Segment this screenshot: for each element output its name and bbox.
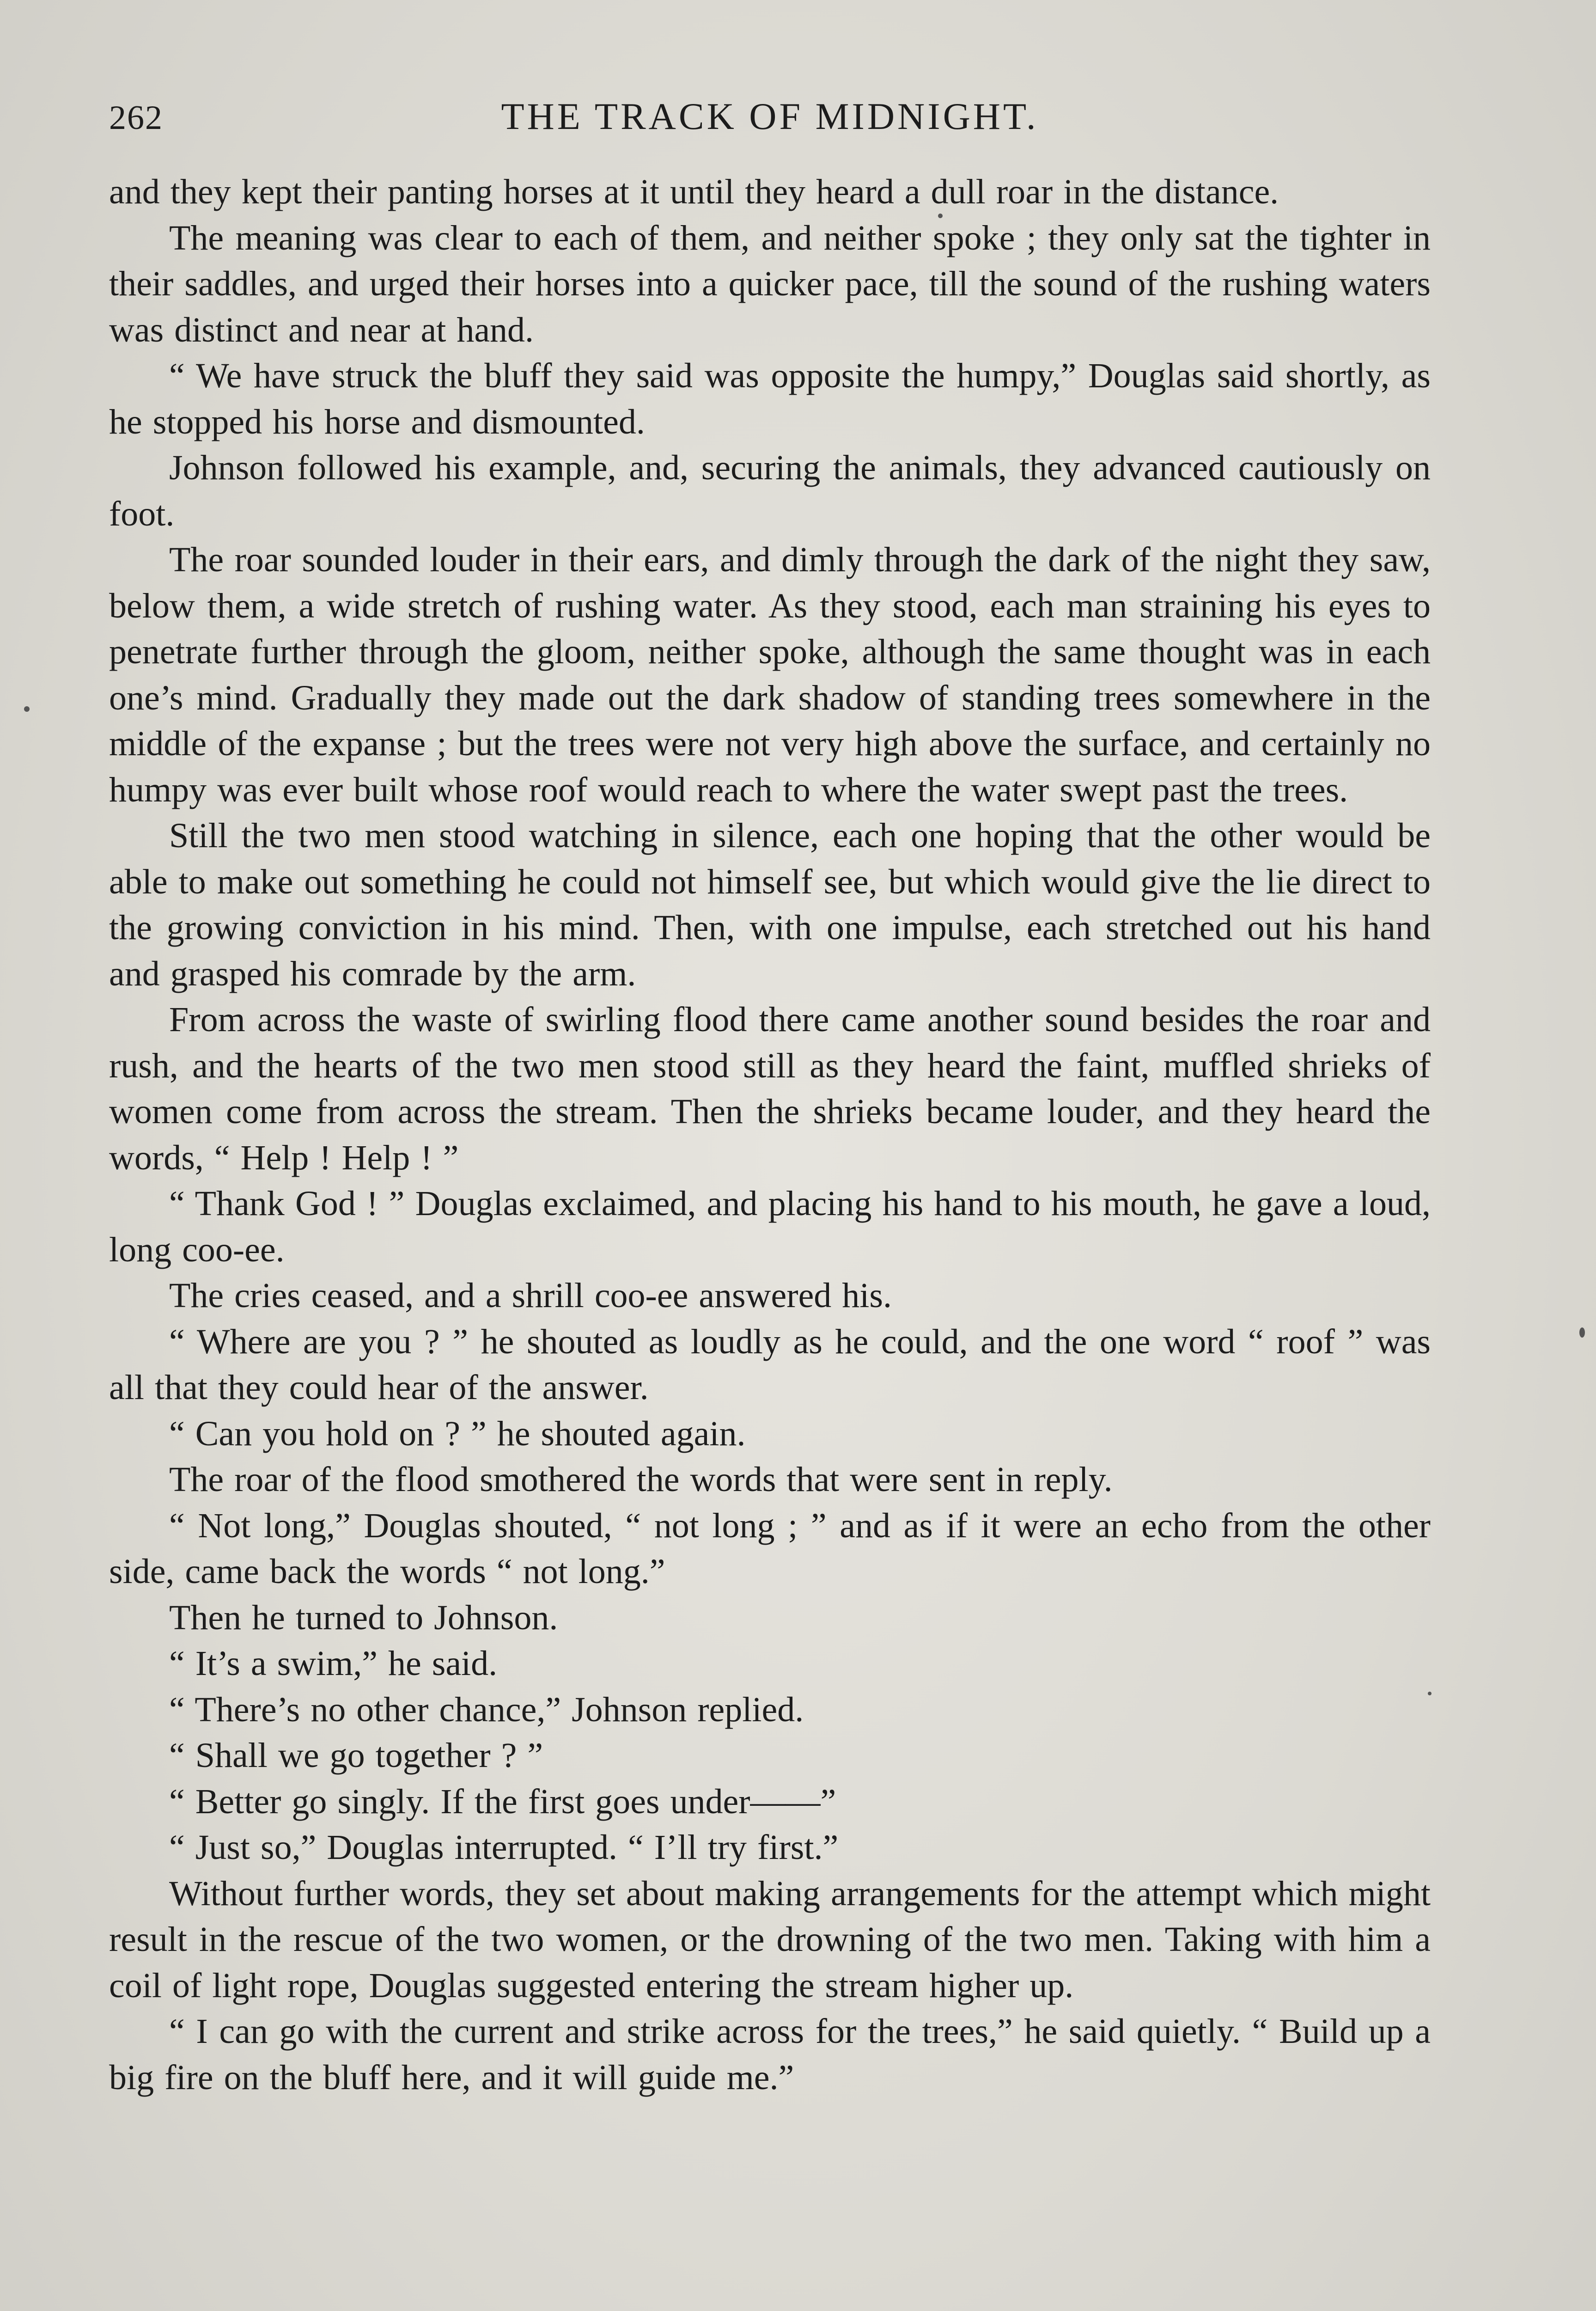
body-text — [109, 169, 1431, 2101]
paragraph: From across the waste of swirling flood there came another sound besides the roar and rush, and the hearts of the two men stood still as they heard the faint, muffled shrieks of women come from across the stream. Then the shrieks became louder, and they heard the words, “ Help ! Help ! ” — [109, 1000, 1431, 1177]
paragraph: “ Where are you ? ” he shouted as loudly as he could, and the one word “ roof ” was all that they could hear of the answer. — [109, 1322, 1431, 1407]
paragraph: Johnson followed his example, and, securing the animals, they advanced cautiously on foot. — [109, 448, 1431, 533]
paragraph: Still the two men stood watching in silence, each one hoping that the other would be able to make out something he could not himself see, but which would give the lie direct to the growing conviction in his mind. Then, with one impulse, each stretched out his hand and grasped his comrade by the arm. — [109, 816, 1431, 993]
paragraph: “ Shall we go together ? ” — [169, 1736, 543, 1775]
paragraph: “ I can go with the current and strike across for the trees,” he said quietly. “ Build up a big fire on the bluff here, and it will guide me.” — [109, 2012, 1431, 2097]
print-speck — [24, 706, 30, 712]
paragraph: The roar sounded louder in their ears, and dimly through the dark of the night they saw, below them, a wide stretch of rushing water. As they stood, each man straining his eyes to penetrate further through the gloom, neither spoke, although the same thought was in each one’s mind. Gradually they made out the dark shadow of standing trees somewhere in the middle of the expanse ; but the trees were not very high above the surface, and certainly no humpy was ever built whose roof would reach to where the water swept past the trees. — [109, 540, 1431, 809]
running-title: THE TRACK OF MIDNIGHT. — [501, 95, 1039, 137]
paragraph: “ We have struck the bluff they said was opposite the humpy,” Douglas said shortly, as he stopped his horse and dismounted. — [109, 356, 1431, 441]
paragraph: “ Can you hold on ? ” he shouted again. — [169, 1414, 746, 1453]
paragraph: and they kept their panting horses at it until they heard a dull roar in the distance. — [109, 172, 1279, 211]
paragraph: The meaning was clear to each of them, and neither spoke ; they only sat the tighter in their saddles, and urged their horses into a quicker pace, till the sound of the rushing waters was distinct and near at hand. — [109, 218, 1431, 349]
paragraph: Without further words, they set about making arrangements for the attempt which might result in the rescue of the two women, or the drowning of the two men. Taking with him a coil of light rope, Douglas suggested entering the stream higher up. — [109, 1874, 1431, 2005]
paragraph: The cries ceased, and a shrill coo-ee answered his. — [169, 1276, 892, 1315]
page-number: 262 — [109, 99, 163, 137]
paragraph: The roar of the flood smothered the words that were sent in reply. — [169, 1460, 1113, 1499]
paragraph: “ Better go singly. If the first goes under——” — [169, 1782, 836, 1821]
print-speck — [1428, 1692, 1432, 1695]
paragraph: “ Just so,” Douglas interrupted. “ I’ll try first.” — [169, 1828, 839, 1867]
print-speck — [1579, 1327, 1585, 1338]
paragraph: “ It’s a swim,” he said. — [169, 1644, 498, 1683]
paragraph: “ There’s no other chance,” Johnson replied. — [169, 1690, 804, 1729]
print-speck — [938, 214, 943, 218]
paragraph: “ Not long,” Douglas shouted, “ not long ; ” and as if it were an echo from the other side, came back the words “ not long.” — [109, 1506, 1431, 1591]
paragraph: Then he turned to Johnson. — [169, 1598, 558, 1637]
paragraph: “ Thank God ! ” Douglas exclaimed, and placing his hand to his mouth, he gave a loud, long coo-ee. — [109, 1184, 1431, 1269]
page-header — [109, 95, 1431, 150]
